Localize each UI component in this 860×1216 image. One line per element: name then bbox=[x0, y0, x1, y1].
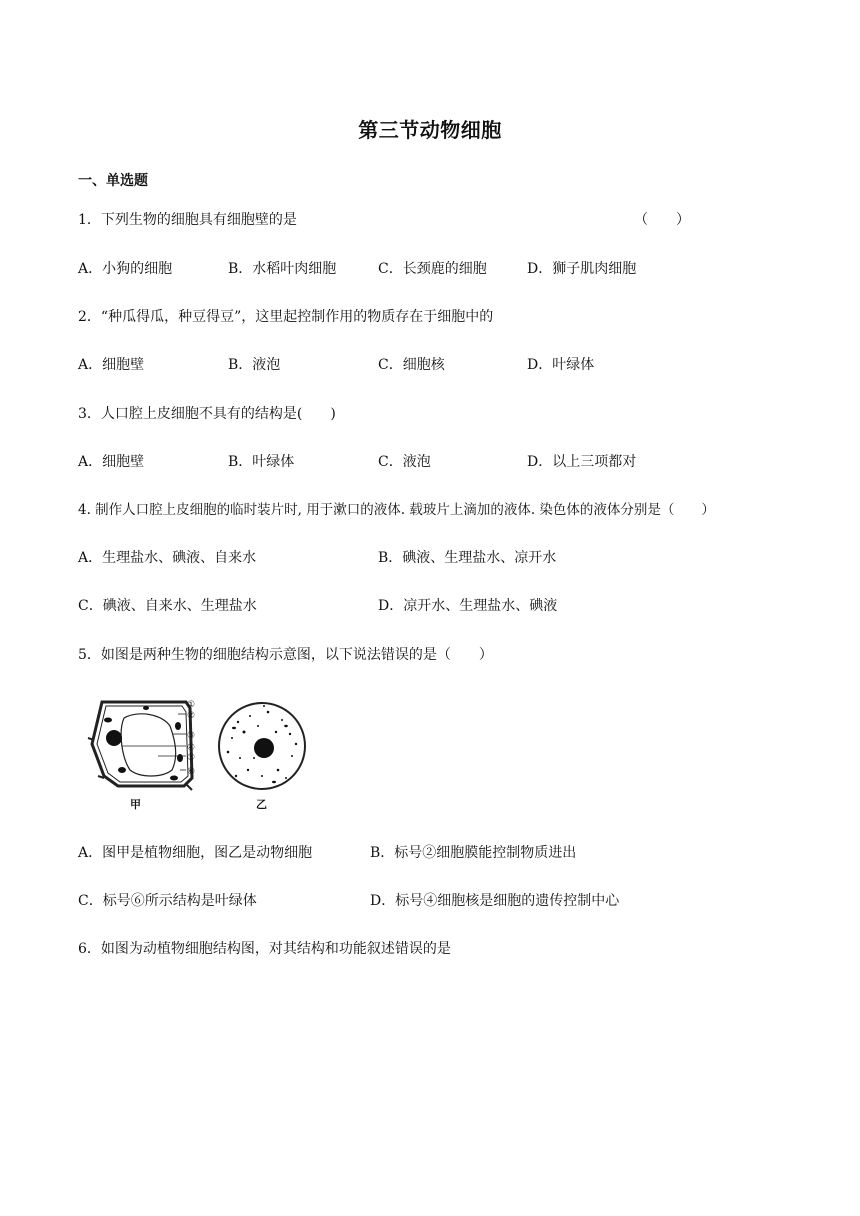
figure-label-4: ④ bbox=[187, 743, 196, 753]
question-4-stem: 4. 制作人口腔上皮细胞的临时装片时, 用于漱口的液体. 载玻片上滴加的液体. 染色体的液体分别是（ ） bbox=[78, 502, 715, 518]
plant-cell-chloroplast bbox=[170, 776, 178, 781]
question-2-option-b: B．液泡 bbox=[228, 357, 281, 373]
question-5-option-c: C．标号⑥所示结构是叶绿体 bbox=[78, 893, 257, 909]
question-3-option-b: B．叶绿体 bbox=[228, 454, 295, 470]
question-2-option-a: A．细胞壁 bbox=[78, 357, 145, 373]
page-title: 第三节动物细胞 bbox=[358, 118, 502, 142]
question-1-stem: 1．下列生物的细胞具有细胞壁的是 bbox=[78, 212, 297, 228]
question-5-option-a: A．图甲是植物细胞，图乙是动物细胞 bbox=[78, 845, 313, 861]
question-1-answer-bracket: （ ） bbox=[634, 212, 690, 228]
question-3-stem: 3．人口腔上皮细胞不具有的结构是( ) bbox=[78, 406, 336, 422]
plant-cell-chloroplast bbox=[104, 718, 112, 723]
question-4-option-b: B．碘液、生理盐水、凉开水 bbox=[378, 550, 557, 566]
figure-label-5: ⑤ bbox=[187, 753, 196, 763]
plant-cell-vacuole bbox=[121, 714, 176, 776]
question-5-option-d: D．标号④细胞核是细胞的遗传控制中心 bbox=[370, 893, 620, 909]
cell-structure-figure bbox=[78, 692, 306, 816]
figure-label-6: ⑥ bbox=[187, 767, 196, 777]
question-2-option-c: C．细胞核 bbox=[378, 357, 445, 373]
question-4-option-a: A．生理盐水、碘液、自来水 bbox=[78, 550, 257, 566]
question-4-option-d: D．凉开水、生理盐水、碘液 bbox=[378, 598, 558, 614]
plant-cell-nucleus bbox=[106, 730, 122, 746]
plant-cell-chloroplast bbox=[143, 706, 149, 710]
figure-label-2: ② bbox=[187, 711, 196, 721]
question-1-option-c: C．长颈鹿的细胞 bbox=[378, 261, 487, 277]
question-2-option-d: D．叶绿体 bbox=[527, 357, 595, 373]
figure-caption-yi: 乙 bbox=[256, 798, 267, 811]
figure-label-3: ③ bbox=[187, 731, 196, 741]
animal-cell-nucleus bbox=[254, 738, 274, 758]
question-1-option-a: A．小狗的细胞 bbox=[78, 261, 173, 277]
plant-cell-chloroplast bbox=[118, 767, 126, 773]
question-4-option-c: C．碘液、自来水、生理盐水 bbox=[78, 598, 257, 614]
question-1-option-b: B．水稻叶肉细胞 bbox=[228, 261, 337, 277]
figure-label-1: ① bbox=[187, 700, 196, 710]
plant-cell-chloroplast bbox=[175, 722, 181, 730]
section-heading: 一、单选题 bbox=[78, 173, 148, 189]
question-3-option-c: C．液泡 bbox=[378, 454, 431, 470]
question-5-option-b: B．标号②细胞膜能控制物质进出 bbox=[370, 845, 577, 861]
plant-cell-wall bbox=[92, 702, 192, 786]
question-2-stem: 2．“种瓜得瓜，种豆得豆”，这里起控制作用的物质存在于细胞中的 bbox=[78, 309, 494, 325]
question-1-option-d: D．狮子肌肉细胞 bbox=[527, 261, 637, 277]
question-5-stem: 5．如图是两种生物的细胞结构示意图，以下说法错误的是（ ） bbox=[78, 647, 493, 663]
figure-caption-jia: 甲 bbox=[130, 798, 141, 811]
question-3-option-d: D．以上三项都对 bbox=[527, 454, 637, 470]
plant-cell-chloroplast bbox=[177, 754, 183, 762]
question-3-option-a: A．细胞壁 bbox=[78, 454, 145, 470]
question-6-stem: 6．如图为动植物细胞结构图，对其结构和功能叙述错误的是 bbox=[78, 941, 451, 957]
